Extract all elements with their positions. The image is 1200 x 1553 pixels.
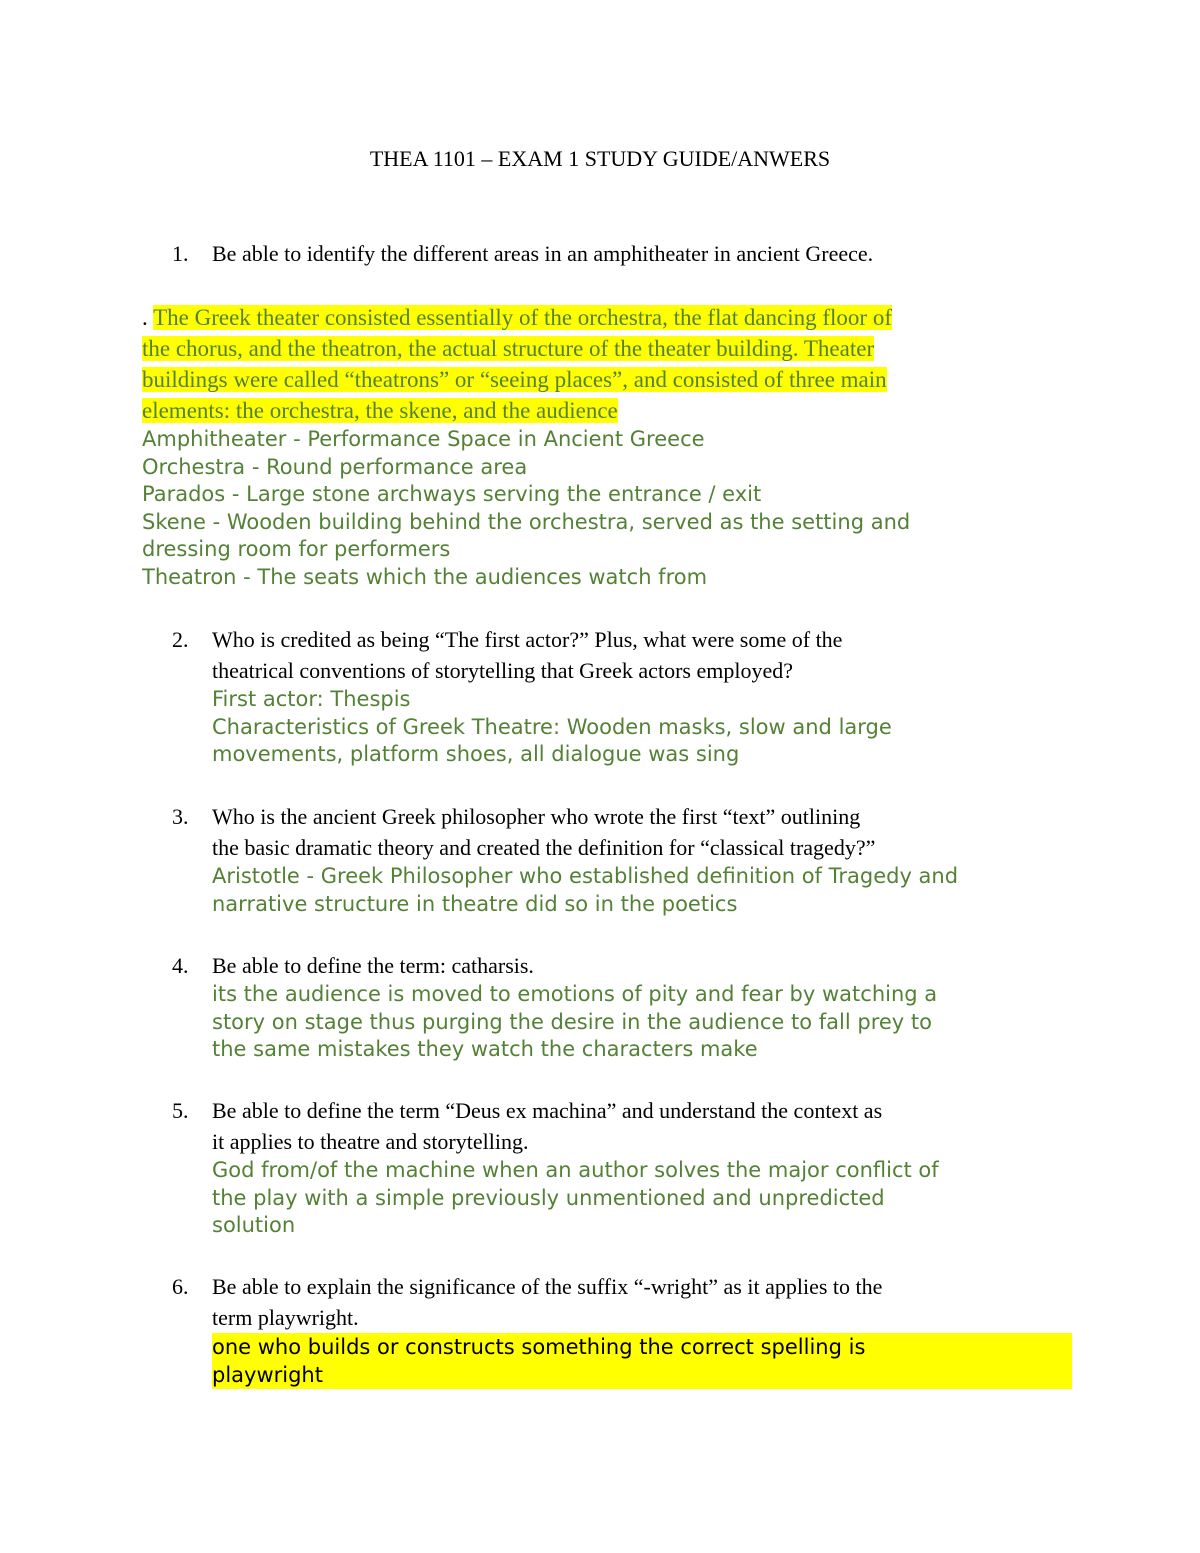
question-text: Who is credited as being “The first actor?” Plus, what were some of the (212, 627, 843, 652)
answer-1-terms (142, 426, 910, 591)
answer-line: narrative structure in theatre did so in the poetics (212, 891, 738, 916)
answer-line: The Greek theater consisted essentially of the orchestra, the flat dancing floor of (153, 305, 893, 330)
question-number: 1. (172, 241, 189, 266)
question-text: the basic dramatic theory and created the definition for “classical tragedy?” (212, 835, 876, 860)
answer-line: the same mistakes they watch the characters make (212, 1037, 758, 1061)
question-number: 3. (172, 804, 189, 829)
question-text: theatrical conventions of storytelling that Greek actors employed? (212, 658, 793, 683)
answer-line: story on stage thus purging the desire in the audience to fall prey to (212, 1009, 932, 1034)
answer-line: Characteristics of Greek Theatre: Wooden masks, slow and large (212, 714, 892, 739)
answer-line: First actor: Thespis (212, 687, 411, 711)
question-number: 5. (172, 1098, 189, 1123)
question-text: term playwright. (212, 1305, 359, 1330)
question-text: it applies to theatre and storytelling. (212, 1129, 529, 1154)
answer-line: playwright (212, 1361, 1072, 1389)
question-text: Be able to define the term “Deus ex machina” and understand the context as (212, 1098, 883, 1123)
answer-1-highlighted (142, 302, 892, 426)
answer-line: the play with a simple previously unmentioned and unpredicted (212, 1185, 885, 1210)
question-text: Be able to define the term: catharsis. (212, 953, 534, 978)
answer-line: one who builds or constructs something the correct spelling is (212, 1333, 1072, 1361)
question-number: 4. (172, 953, 189, 978)
answer-line: Parados - Large stone archways serving the entrance / exit (142, 482, 762, 506)
answer-line: the chorus, and the theatron, the actual structure of the theater building. Theater (142, 336, 875, 361)
answer-line: Skene - Wooden building behind the orchestra, served as the setting and (142, 509, 911, 534)
question-number: 2. (172, 627, 189, 652)
answer-line: elements: the orchestra, the skene, and the audience (142, 398, 618, 423)
answer-line: Theatron - The seats which the audiences watch from (142, 564, 708, 589)
answer-line: movements, platform shoes, all dialogue was sing (212, 742, 740, 766)
question-text: Be able to identify the different areas in an amphitheater in ancient Greece. (212, 241, 874, 266)
answer-line: buildings were called “theatrons” or “seeing places”, and consisted of three main (142, 367, 887, 392)
answer-line: Aristotle - Greek Philosopher who established definition of Tragedy and (212, 864, 959, 888)
question-text: Who is the ancient Greek philosopher who wrote the first “text” outlining (212, 804, 861, 829)
document-title: THEA 1101 – EXAM 1 STUDY GUIDE/ANWERS (369, 146, 831, 171)
answer-line: Orchestra - Round performance area (142, 454, 528, 479)
answer-line: its the audience is moved to emotions of pity and fear by watching a (212, 982, 938, 1006)
answer-prefix: . (142, 305, 148, 330)
answer-line: solution (212, 1213, 296, 1237)
question-number: 6. (172, 1274, 189, 1299)
question-text: Be able to explain the significance of the suffix “-wright” as it applies to the (212, 1274, 883, 1299)
answer-line: dressing room for performers (142, 537, 451, 561)
answer-line: Amphitheater - Performance Space in Ancient Greece (142, 427, 705, 451)
answer-line: God from/of the machine when an author solves the major conflict of (212, 1158, 939, 1182)
